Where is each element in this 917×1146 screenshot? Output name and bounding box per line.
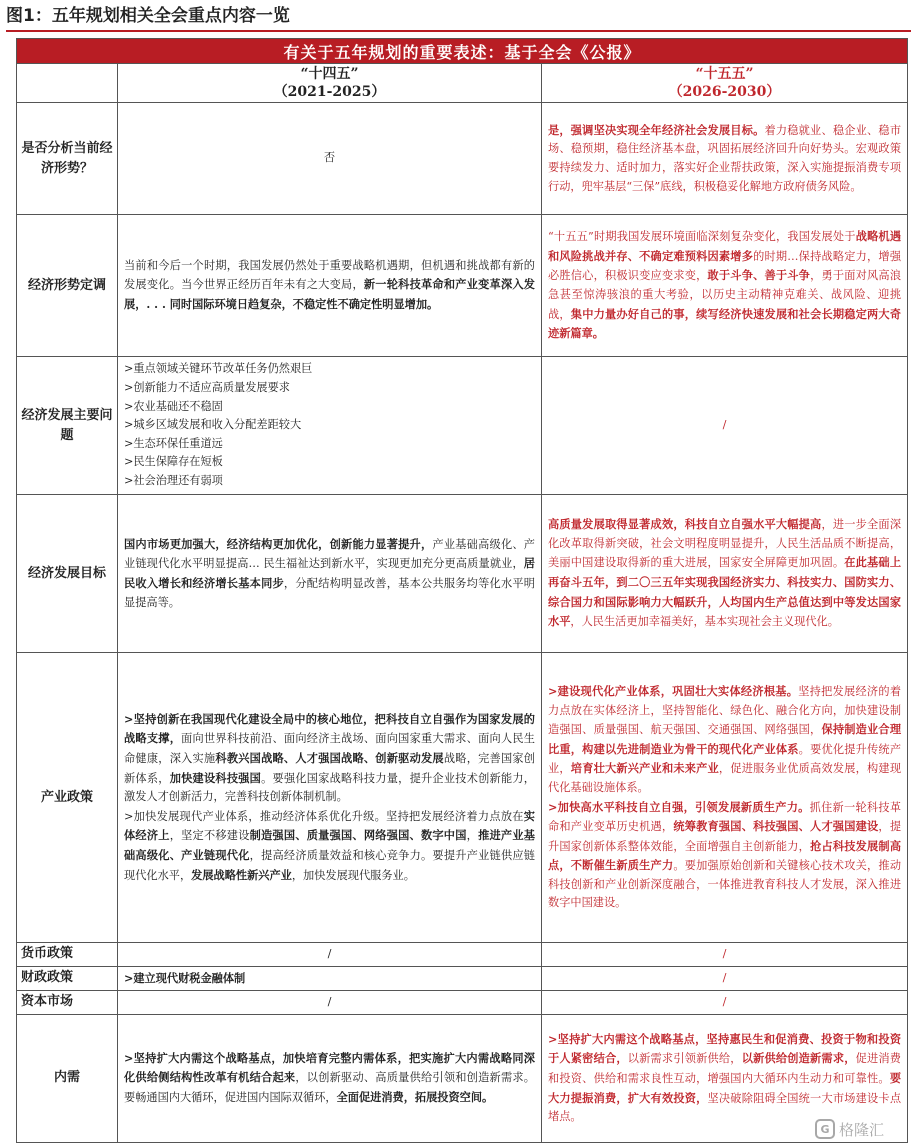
row-label: 产业政策 — [17, 653, 118, 943]
header-14th: “十四五” （2021-2025） — [118, 64, 542, 103]
list-item: >民生保障存在短板 — [124, 455, 223, 469]
cell-15th: / — [542, 991, 908, 1015]
watermark-logo — [815, 1116, 911, 1142]
list-item: >创新能力不适应高质量发展要求 — [124, 381, 290, 395]
cell-14th: / — [118, 943, 542, 967]
five-year-plan-table — [16, 38, 908, 1143]
row-label: 经济形势定调 — [17, 215, 118, 357]
row-label: 内需 — [17, 1014, 118, 1142]
row-label: 资本市场 — [17, 991, 118, 1015]
table-row — [17, 1014, 908, 1142]
table-row — [17, 653, 908, 943]
cell-14th: 当前和今后一个时期，我国发展仍然处于重要战略机遇期，但机遇和挑战都有新的发展变化。当今世界正经历百年未有之大变局，新一轮科技革命和产业变革深入发展，. . . 同时国际环境日趋复杂，不稳定性不确定性明显增加。 — [118, 215, 542, 357]
table-row — [17, 991, 908, 1015]
cell-14th: 国内市场更加强大，经济结构更加优化，创新能力显著提升，产业基础高级化、产业链现代化水平明显提高… 民生福祉达到新水平，实现更加充分更高质量就业，居民收入增长和经济增长基本同步，分配结构明显改善，基本公共服务均等化水平明显提高等。 — [118, 495, 542, 653]
cell-14th: / — [118, 991, 542, 1015]
row-label: 是否分析当前经济形势？ — [17, 103, 118, 215]
cell-15th: 是，强调坚决实现全年经济社会发展目标。着力稳就业、稳企业、稳市场、稳预期，稳住经济基本盘，巩固拓展经济回升向好势头。宏观政策要持续发力、适时加力，落实好企业帮扶政策，深入实施提振消费专项行动，兜牢基层“三保”底线，积极稳妥化解地方政府债务风险。 — [542, 103, 908, 215]
row-label: 货币政策 — [17, 943, 118, 967]
header-15th: “十五五” （2026-2030） — [542, 64, 908, 103]
gelonghui-logo-icon: G — [815, 1119, 835, 1139]
list-item: >城乡区域发展和收入分配差距较大 — [124, 418, 302, 432]
list-item: >重点领域关键环节改革任务仍然艰巨 — [124, 362, 313, 376]
cell-15th: 高质量发展取得显著成效，科技自立自强水平大幅提高，进一步全面深化改革取得新突破，社会文明程度明显提升，人民生活品质不断提高，美丽中国建设取得新的重大进展，国家安全屏障更加巩固。在此基础上再奋斗五年，到二〇三五年实现我国经济实力、科技实力、国防实力、综合国力和国际影响力大幅跃升，人均国内生产总值达到中等发达国家水平，人民生活更加幸福美好，基本实现社会主义现代化。 — [542, 495, 908, 653]
figure-title: 图1：五年规划相关全会重点内容一览 — [6, 4, 911, 32]
list-item: >社会治理还有弱项 — [124, 473, 223, 487]
problem-list — [124, 360, 535, 490]
cell-14th: >建立现代财税金融体制 — [118, 966, 542, 991]
table-row — [17, 966, 908, 991]
header-empty — [17, 64, 118, 103]
row-label: 财政政策 — [17, 966, 118, 991]
cell-15th: / — [542, 966, 908, 991]
table-row — [17, 215, 908, 357]
list-item: >生态环保任重道远 — [124, 436, 223, 450]
cell-15th: >坚持扩大内需这个战略基点，坚持惠民生和促消费、投资于物和投资于人紧密结合，以新需求引领新供给，以新供给创造新需求，促进消费和投资、供给和需求良性互动，增强国内大循环内生动力和可靠性。要大力提振消费，扩大有效投资，坚决破除阻碍全国统一大市场建设卡点堵点。 — [542, 1014, 908, 1142]
row-label: 经济发展目标 — [17, 495, 118, 653]
list-item: >农业基础还不稳固 — [124, 399, 223, 413]
table-row — [17, 103, 908, 215]
cell-14th — [118, 357, 542, 495]
cell-15th: / — [542, 357, 908, 495]
cell-14th: >坚持创新在我国现代化建设全局中的核心地位，把科技自立自强作为国家发展的战略支撑，面向世界科技前沿、面向经济主战场、面向国家重大需求、面向人民生命健康，深入实施科教兴国战略、人才强国战略、创新驱动发展战略，完善国家创新体系，加快建设科技强国。要强化国家战略科技力量，提升企业技术创新能力，激发人才创新活力，完善科技创新体制机制。 >加快发展现代产业体系，推动经济体系优化升级。坚持把发展经济着力点放在实体经济上，坚定不移建设制造强国、质量强国、网络强国、数字中国，推进产业基础高级化、产业链现代化，提高经济质量效益和核心竞争力。要提升产业链供应链现代化水平，发展战略性新兴产业，加快发展现代服务业。 — [118, 653, 542, 943]
cell-15th: >建设现代化产业体系，巩固壮大实体经济根基。坚持把发展经济的着力点放在实体经济上，坚持智能化、绿色化、融合化方向，加快建设制造强国、质量强国、航天强国、交通强国、网络强国，保持制造业合理比重，构建以先进制造业为骨干的现代化产业体系。要优化提升传统产业，培育壮大新兴产业和未来产业，促进服务业优质高效发展，构建现代化基础设施体系。 >加快高水平科技自立自强，引领发展新质生产力。抓住新一轮科技革命和产业变革历史机遇，统筹教育强国、科技强国、人才强国建设，提升国家创新体系整体效能，全面增强自主创新能力，抢占科技发展制高点，不断催生新质生产力。要加强原始创新和关键核心技术攻关，推动科技创新和产业创新深度融合，一体推进教育科技人才发展，深入推进数字中国建设。 — [542, 653, 908, 943]
cell-15th: / — [542, 943, 908, 967]
table-row — [17, 357, 908, 495]
cell-14th: 否 — [118, 103, 542, 215]
watermark-text: 格隆汇 — [839, 1120, 885, 1139]
table-banner: 有关于五年规划的重要表述：基于全会《公报》 — [17, 39, 908, 64]
cell-15th: “十五五”时期我国发展环境面临深刻复杂变化，我国发展处于战略机遇和风险挑战并存、不确定难预料因素增多的时期…保持战略定力，增强必胜信心，积极识变应变求变，敢于斗争、善于斗争，勇于面对风高浪急甚至惊涛骇浪的重大考验，以历史主动精神克难关、战风险、迎挑战，集中力量办好自己的事，续写经济快速发展和社会长期稳定两大奇迹新篇章。 — [542, 215, 908, 357]
cell-14th: >坚持扩大内需这个战略基点，加快培育完整内需体系，把实施扩大内需战略同深化供给侧结构性改革有机结合起来，以创新驱动、高质量供给引领和创造新需求。要畅通国内大循环，促进国内国际双循环，全面促进消费，拓展投资空间。 — [118, 1014, 542, 1142]
table-row — [17, 943, 908, 967]
table-row — [17, 495, 908, 653]
row-label: 经济发展主要问题 — [17, 357, 118, 495]
